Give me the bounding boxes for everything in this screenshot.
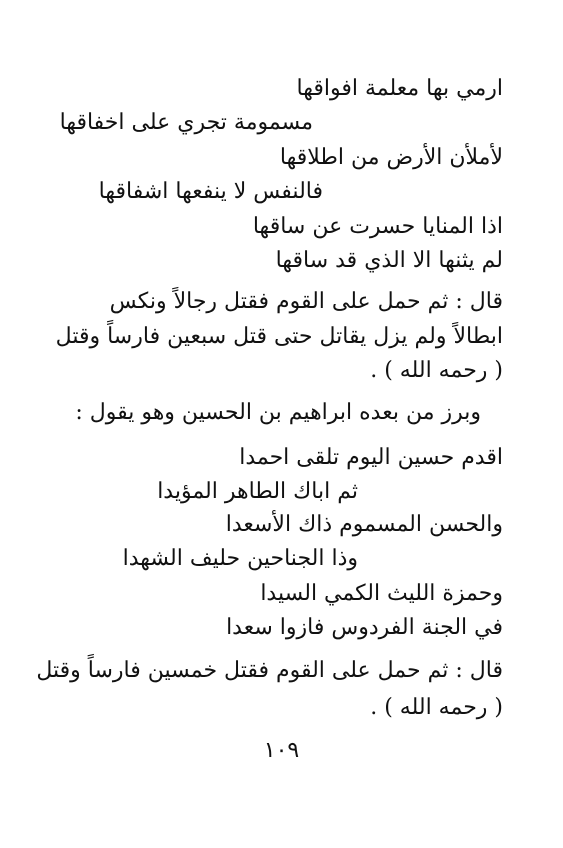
poem1-line-4: فالنفس لا ينفعها اشفاقها bbox=[98, 179, 323, 204]
narration2-line-1: قال : ثم حمل على القوم فقتل خمسين فارساً وقتل bbox=[36, 658, 503, 683]
poem1-line-5: اذا المنايا حسرت عن ساقها bbox=[252, 214, 503, 239]
poem2-line-4: وذا الجناحين حليف الشهدا bbox=[122, 546, 358, 571]
narration1-line-3: ( رحمه الله ) . bbox=[370, 358, 503, 383]
poem2-line-2: ثم اباك الطاهر المؤيدا bbox=[157, 479, 358, 504]
narration1-line-1: قال : ثم حمل على القوم فقتل رجالاً ونكس bbox=[109, 289, 503, 314]
intro2-line: وبرز من بعده ابراهيم بن الحسين وهو يقول : bbox=[75, 400, 481, 425]
page-number: ١٠٩ bbox=[263, 738, 300, 763]
poem1-line-3: لأملأن الأرض من اطلاقها bbox=[279, 145, 503, 170]
poem2-line-5: وحمزة الليث الكمي السيدا bbox=[260, 581, 503, 606]
poem2-line-1: اقدم حسين اليوم تلقى احمدا bbox=[239, 445, 503, 470]
poem1-line-6: لم يثنها الا الذي قد ساقها bbox=[275, 248, 503, 273]
poem2-line-3: والحسن المسموم ذاك الأسعدا bbox=[225, 512, 503, 537]
poem2-line-6: في الجنة الفردوس فازوا سعدا bbox=[226, 615, 503, 640]
narration2-line-2: ( رحمه الله ) . bbox=[370, 695, 503, 720]
narration1-line-2: ابطالاً ولم يزل يقاتل حتى قتل سبعين فارساً وقتل bbox=[55, 324, 503, 349]
poem1-line-2: مسمومة تجري على اخفاقها bbox=[59, 110, 313, 135]
poem1-line-1: ارمي بها معلمة افواقها bbox=[296, 76, 503, 101]
